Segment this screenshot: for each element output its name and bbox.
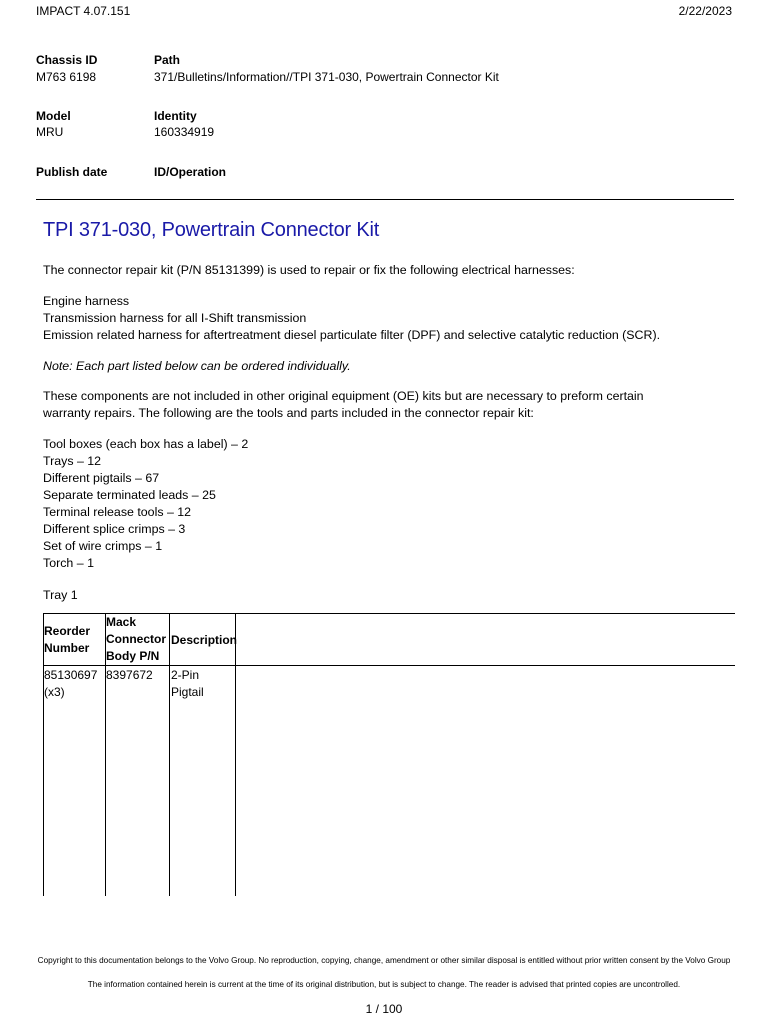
page-number: 1 / 100 [365, 1002, 403, 1016]
path-label: Path [154, 53, 181, 67]
chassis-id-value: M763 6198 [36, 70, 97, 84]
tray-label: Tray 1 [43, 588, 78, 602]
description-cell: 2-Pin Pigtail [171, 668, 204, 699]
list-item: Tool boxes (each box has a label) – 2 [43, 437, 249, 451]
list-item: Set of wire crimps – 1 [43, 539, 163, 553]
chassis-id-label: Chassis ID [36, 53, 98, 67]
operation-label: ID/Operation [154, 165, 227, 179]
intro-paragraph: The connector repair kit (P/N 85131399) is used to repair or fix the following electrical harnesses: [43, 263, 575, 277]
publish-date-label: Publish date [36, 165, 108, 179]
harness-list [43, 293, 743, 344]
kit-description-paragraph: These components are not included in other original equipment (OE) kits but are necessary to preform certain warranty repairs. The following are the tools and parts included in the connector repair kit: [43, 389, 644, 420]
note-text: Note: Each part listed below can be ordered individually. [43, 359, 351, 373]
table-header-border [43, 665, 735, 666]
list-item: Separate terminated leads – 25 [43, 488, 216, 502]
list-item: Emission related harness for aftertreatment diesel particulate filter (DPF) and selective catalytic reduction (SCR). [43, 328, 661, 342]
identity-label: Identity [154, 109, 197, 123]
column-header-description: Description [171, 633, 238, 647]
model-label: Model [36, 109, 71, 123]
reorder-number-cell: 85130697 (x3) [44, 668, 98, 699]
identity-value: 160334919 [154, 125, 215, 139]
list-item: Torch – 1 [43, 556, 94, 570]
list-item: Trays – 12 [43, 454, 102, 468]
document-title: TPI 371-030, Powertrain Connector Kit [43, 219, 380, 241]
kit-contents-list [43, 436, 693, 572]
column-header-reorder-number: Reorder Number [44, 624, 91, 655]
list-item: Transmission harness for all I-Shift transmission [43, 311, 307, 325]
list-item: Terminal release tools – 12 [43, 505, 192, 519]
copyright-notice: Copyright to this documentation belongs to the Volvo Group. No reproduction, copying, change, amendment or other similar disposal is entitled without prior written consent by the Volvo Group [37, 956, 731, 965]
header-divider [36, 199, 734, 200]
disclaimer-notice: The information contained herein is current at the time of its original distribution, but is subject to change. The reader is advised that printed copies are uncontrolled. [87, 980, 681, 989]
app-version: IMPACT 4.07.151 [36, 4, 131, 18]
table-column-divider [235, 613, 236, 896]
list-item: Different pigtails – 67 [43, 471, 160, 485]
list-item: Engine harness [43, 294, 130, 308]
list-item: Different splice crimps – 3 [43, 522, 186, 536]
connector-body-pn-cell: 8397672 [106, 668, 153, 682]
path-value: 371/Bulletins/Information//TPI 371-030, Powertrain Connector Kit [154, 70, 499, 84]
column-header-connector-body-pn: Mack Connector Body P/N [106, 615, 166, 663]
print-date: 2/22/2023 [678, 4, 732, 18]
model-value: MRU [36, 125, 64, 139]
